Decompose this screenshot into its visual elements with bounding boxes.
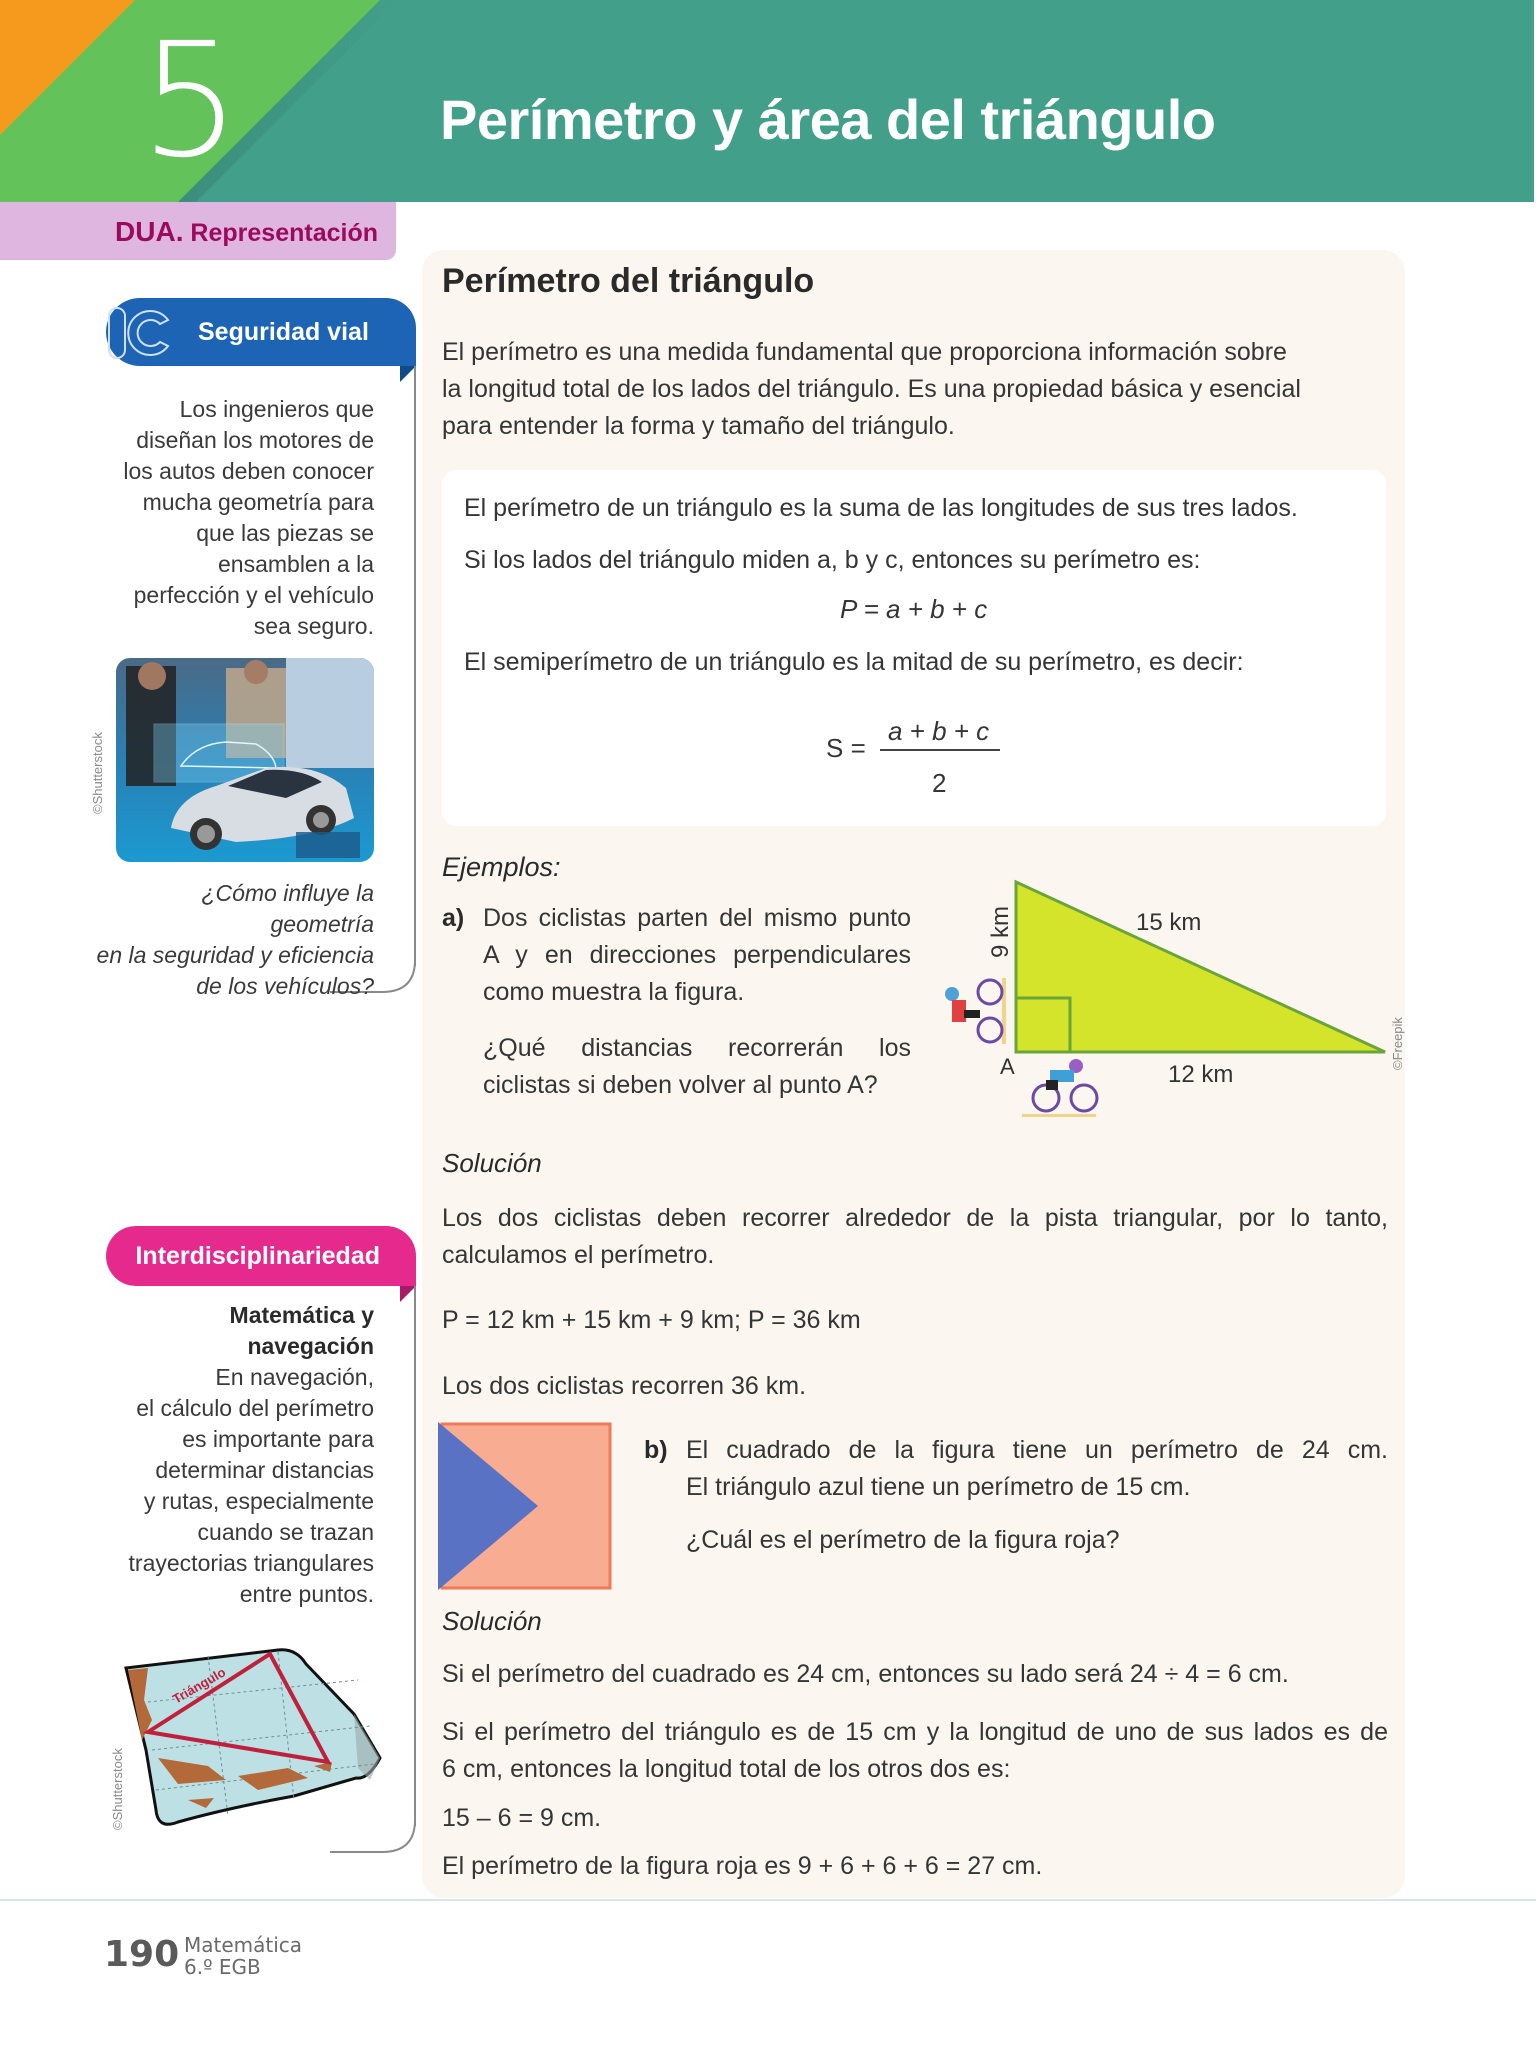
question-line: de los vehículos? [196, 973, 374, 999]
solution-a-text [442, 1200, 1388, 1274]
chapter-header [0, 0, 1534, 202]
solution-line: 6 cm, entonces la longitud total de los otros dos es: [442, 1755, 1011, 1783]
map-triangle-label: Triángulo [170, 1664, 229, 1707]
chapter-number: 5 [140, 9, 239, 193]
side-bracket-line [414, 1286, 416, 1826]
intro-line: la longitud total de los lados del triángulo. Es una propiedad básica y esencial [442, 375, 1301, 403]
cyclists-triangle-figure [930, 860, 1410, 1130]
seguridad-vial-text [96, 394, 374, 642]
dua-representacion: Representación [183, 219, 378, 247]
text-line: trayectorias triangulares [128, 1550, 374, 1576]
text-line: sea seguro. [253, 613, 374, 639]
example-b-text [686, 1432, 1388, 1506]
solution-line: calculamos el perímetro. [442, 1241, 715, 1269]
question-line: ¿Qué distancias recorrerán los [483, 1034, 911, 1062]
perimeter-formula: P = a + b + c [840, 594, 988, 624]
question-line: en la seguridad y eficiencia [96, 942, 374, 968]
example-b-question: ¿Cuál es el perímetro de la figura roja? [686, 1526, 1120, 1554]
intro-line: El perímetro es una medida fundamental que proporciona información sobre [442, 338, 1287, 366]
footer-subject [184, 1934, 302, 1978]
subtitle-line: navegación [247, 1333, 374, 1359]
grade-level: 6.º EGB [184, 1955, 261, 1979]
cyclist-horizontal-icon [1022, 1059, 1097, 1117]
solution-b-line-4: El perímetro de la figura roja es 9 + 6 + 6 + 6 = 27 cm. [442, 1852, 1043, 1880]
text-line: mucha geometría para [142, 489, 374, 515]
page-number: 190 [104, 1934, 180, 1975]
example-a-letter: a) [442, 904, 465, 932]
side-horizontal-label: 12 km [1168, 1061, 1234, 1088]
text-line: entre puntos. [239, 1581, 374, 1607]
text-line: ensamblen a la [218, 551, 374, 577]
seguridad-vial-header [106, 298, 416, 366]
page-title: Perímetro y área del triángulo [440, 88, 1216, 151]
dua-strong: DUA. [115, 216, 184, 247]
example-line: A y en direcciones perpendiculares [483, 941, 911, 969]
text-line: los autos deben conocer [123, 458, 374, 484]
definition-line-3: El semiperímetro de un triángulo es la mitad de su perímetro, es decir: [464, 648, 1244, 676]
solution-b-line-1: Si el perímetro del cuadrado es 24 cm, entonces su lado será 24 ÷ 4 = 6 cm. [442, 1660, 1289, 1688]
subtitle-line: Matemática y [229, 1302, 374, 1328]
dua-tab [0, 202, 396, 260]
text-line: y rutas, especialmente [143, 1488, 374, 1514]
text-line: diseñan los motores de [136, 427, 374, 453]
dua-label [115, 216, 378, 248]
interdisciplinariedad-subtitle [96, 1300, 374, 1362]
fraction-bar [880, 749, 1000, 751]
text-line: es importante para [182, 1426, 374, 1452]
figure-credit: ©Freepik [1390, 1017, 1405, 1070]
solution-line: Si el perímetro del triángulo es de 15 cm y la longitud de uno de sus lados es de [442, 1718, 1388, 1746]
question-line: ¿Cómo influye la geometría [201, 880, 374, 937]
definition-line-1: El perímetro de un triángulo es la suma de las longitudes de sus tres lados. [464, 494, 1298, 522]
seguridad-vial-title: Seguridad vial [198, 318, 369, 346]
example-line: El cuadrado de la figura tiene un perímetro de 24 cm. [686, 1436, 1388, 1464]
seguridad-vial-question [96, 878, 374, 1002]
example-a-question [483, 1030, 911, 1104]
example-a-text [483, 900, 911, 1011]
solution-b-line-2 [442, 1714, 1388, 1788]
examples-label: Ejemplos: [442, 852, 561, 882]
photo-credit: ©Shutterstock [110, 1748, 125, 1830]
text-line: En navegación, [215, 1364, 374, 1390]
side-hypotenuse-label: 15 km [1136, 909, 1202, 936]
interdisciplinariedad-title: Interdisciplinariedad [135, 1242, 380, 1270]
text-line: Los ingenieros que [179, 396, 374, 422]
question-line: ciclistas si deben volver al punto A? [483, 1071, 878, 1099]
text-line: que las piezas se [196, 520, 374, 546]
example-line: El triángulo azul tiene un perímetro de 15 cm. [686, 1473, 1191, 1501]
solution-line: Los dos ciclistas deben recorrer alrededor de la pista triangular, por lo tanto, [442, 1204, 1388, 1232]
semiperimeter-numerator: a + b + c [888, 716, 990, 746]
side-bracket-line [414, 366, 416, 966]
ic-logo-icon [106, 302, 176, 362]
text-line: determinar distancias [155, 1457, 374, 1483]
text-line: perfección y el vehículo [133, 582, 374, 608]
semiperimeter-denominator: 2 [932, 768, 947, 798]
definition-line-2: Si los lados del triángulo miden a, b y c, entonces su perímetro es: [464, 546, 1201, 574]
cyclist-vertical-icon [945, 978, 1006, 1044]
solution-b-label: Solución [442, 1606, 542, 1636]
example-line: como muestra la figura. [483, 978, 745, 1006]
side-vertical-label: 9 km [987, 905, 1014, 958]
solution-a-calc: P = 12 km + 15 km + 9 km; P = 36 km [442, 1306, 861, 1334]
subject-name: Matemática [184, 1933, 303, 1957]
semiperimeter-lhs: S = [826, 733, 866, 763]
engineers-car-photo [116, 658, 374, 862]
solution-b-line-3: 15 – 6 = 9 cm. [442, 1804, 602, 1832]
solution-a-label: Solución [442, 1148, 542, 1178]
text-line: cuando se trazan [197, 1519, 374, 1545]
solution-a-answer: Los dos ciclistas recorren 36 km. [442, 1372, 807, 1400]
example-b-letter: b) [644, 1436, 668, 1464]
interdisciplinariedad-header [106, 1226, 416, 1286]
text-line: el cálculo del perímetro [136, 1395, 374, 1421]
vertex-a-label: A [1000, 1054, 1015, 1079]
footer-divider [0, 1899, 1536, 1901]
square-triangle-figure [438, 1420, 614, 1592]
section-title: Perímetro del triángulo [442, 262, 815, 300]
bermuda-triangle-map [118, 1640, 388, 1840]
example-line: Dos ciclistas parten del mismo punto [483, 904, 911, 932]
photo-credit: ©Shutterstock [90, 732, 105, 814]
intro-line: para entender la forma y tamaño del triángulo. [442, 412, 955, 440]
intro-paragraph [442, 334, 1388, 445]
interdisciplinariedad-text [96, 1362, 374, 1610]
